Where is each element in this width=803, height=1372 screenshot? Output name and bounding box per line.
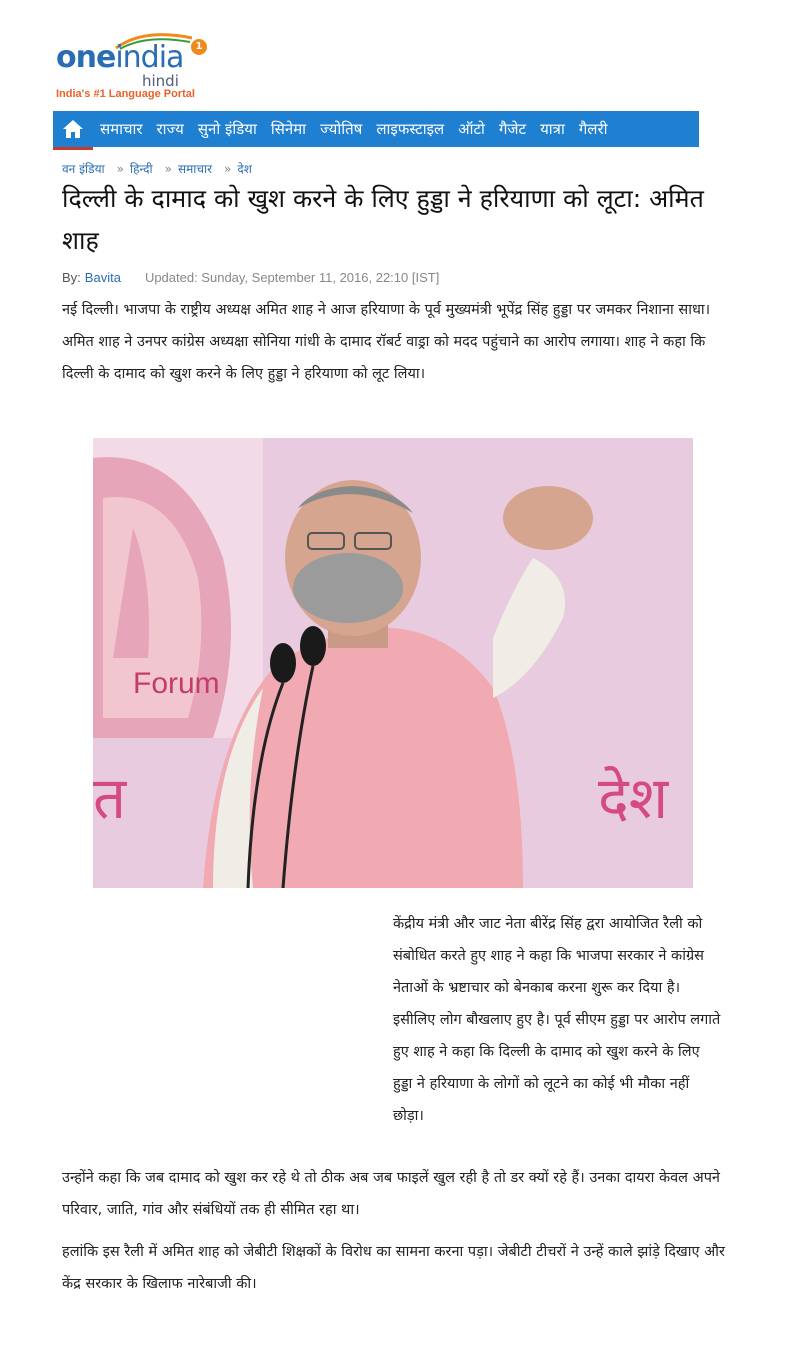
- nav-item-lifestyle[interactable]: लाइफस्टाइल: [376, 120, 445, 138]
- breadcrumb-item-hindi[interactable]: हिन्दी: [129, 162, 153, 176]
- main-nav: [53, 111, 699, 147]
- breadcrumb-item-samachar[interactable]: समाचार: [178, 162, 213, 176]
- article-paragraph-1: नई दिल्ली। भाजपा के राष्ट्रीय अध्यक्ष अमित शाह ने आज हरियाणा के पूर्व मुख्यमंत्री भूपेंद्र सिंह हुड्डा पर जमकर निशाना साधा। अमित शाह ने उनपर कांग्रेस अध्यक्षा सोनिया गांधी के दामाद रॉबर्ट वाड्रा को मदद पहुंचाने का आरोप लगाया। शाह ने कहा कि दिल्ली के दामाद को खुश करने के लिए हुड्डा ने हरियाणा को लूट लिया।: [62, 302, 711, 382]
- nav-item-suno-india[interactable]: सुनो इंडिया: [197, 120, 257, 138]
- byline-label: By:: [62, 270, 81, 285]
- breadcrumb-separator: »: [116, 162, 124, 176]
- logo-tagline: India's #1 Language Portal: [56, 88, 195, 100]
- nav-item-yatra[interactable]: यात्रा: [540, 120, 565, 138]
- breadcrumb: [62, 160, 252, 177]
- nav-item-samachar[interactable]: समाचार: [100, 120, 143, 138]
- nav-item-jyotish[interactable]: ज्योतिष: [320, 120, 363, 138]
- logo-wordmark: oneindia: [56, 40, 184, 75]
- nav-item-cinema[interactable]: सिनेमा: [270, 120, 307, 138]
- article-paragraph-4: हलांकि इस रैली में अमित शाह को जेबीटी शिक्षकों के विरोध का सामना करना पड़ा। जेबीटी टीचरों ने उन्हें काले झांड़े दिखाए और केंद्र सरकार के खिलाफ नारेबाजी की।: [62, 1244, 725, 1292]
- home-icon: [62, 119, 84, 139]
- backdrop-text-forum: Forum: [133, 667, 220, 700]
- nav-item-auto[interactable]: ऑटो: [458, 120, 485, 138]
- backdrop-text-desh: देश: [598, 764, 669, 832]
- logo-language: hindi: [142, 72, 179, 90]
- nav-item-gallery[interactable]: गैलरी: [578, 120, 608, 138]
- article-paragraph-2: केंद्रीय मंत्री और जाट नेता बीरेंद्र सिंह द्वरा आयोजित रैली को संबोधित करते हुए शाह ने कहा कि भाजपा सरकार ने कांग्रेस नेताओं के भ्रष्टाचार को बेनकाब करना शुरू कर दिया है। इसीलिए लोग बौखलाए हुए है। पूर्व सीएम हुड्डा पर आरोप लगाते हुए शाह ने कहा कि दिल्ली के दामाद को खुश करने के लिए हुड्डा ने हरियाणा के लोगों को लूटने का कोई भी मौका नहीं छोड़ा।: [393, 916, 721, 1124]
- breadcrumb-separator: »: [224, 162, 232, 176]
- breadcrumb-item-oneindia[interactable]: वन इंडिया: [62, 162, 105, 176]
- speaker-illustration: [93, 438, 693, 888]
- article-title: दिल्ली के दामाद को खुश करने के लिए हुड्डा ने हरियाणा को लूटा: अमित शाह: [62, 184, 704, 255]
- backdrop-text-left: त: [93, 764, 127, 832]
- nav-item-gadget[interactable]: गैजेट: [498, 120, 527, 138]
- breadcrumb-item-desh[interactable]: देश: [237, 162, 252, 176]
- article-byline: [62, 270, 439, 285]
- site-logo[interactable]: [56, 28, 216, 102]
- article-photo: [93, 438, 693, 888]
- nav-home-button[interactable]: [53, 111, 93, 147]
- nav-item-rajya[interactable]: राज्य: [156, 120, 184, 138]
- logo-badge: 1: [191, 39, 207, 55]
- breadcrumb-separator: »: [164, 162, 172, 176]
- updated-timestamp: Updated: Sunday, September 11, 2016, 22:10 [IST]: [144, 270, 440, 285]
- article-paragraph-3: उन्होंने कहा कि जब दामाद को खुश कर रहे थे तो ठीक अब जब फाइलें खुल रही है तो डर क्यों रहे हैं। उनका दायरा केवल अपने परिवार, जाति, गांव और संबंधियों तक ही सीमित रहा था।: [62, 1170, 720, 1218]
- author-link[interactable]: Bavita: [84, 270, 121, 285]
